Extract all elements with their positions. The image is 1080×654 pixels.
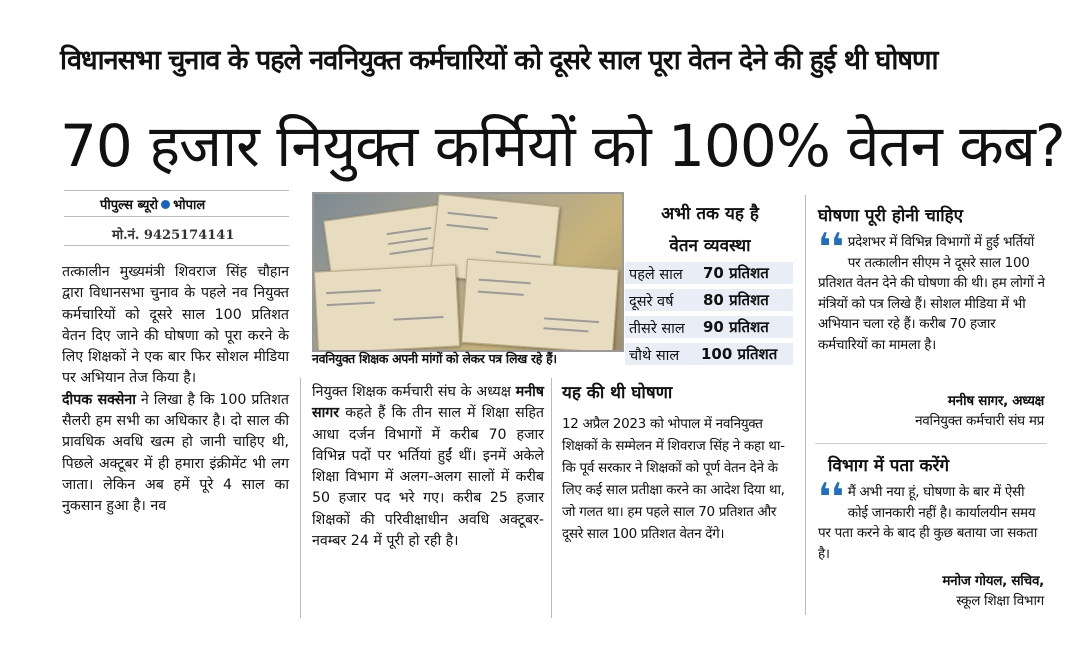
byline-agency: पीपुल्स ब्यूरो <box>100 198 159 213</box>
box2-quote-text: मैं अभी नया हूं, घोषणा के बार में ऐसी कोई जानकारी नहीं है। कार्यालयीन समय पर पता करने के बाद ही कुछ बताया जा सकता है। <box>818 484 1038 562</box>
box2-heading: विभाग में पता करेंगे <box>828 456 950 476</box>
box1-heading: घोषणा पूरी होनी चाहिए <box>818 206 964 226</box>
box1-signature-name: मनीष सागर, अध्यक्ष <box>947 393 1044 409</box>
kicker-headline: विधानसभा चुनाव के पहले नवनियुक्त कर्मचारियों को दूसरे साल पूरा वेतन देने की हुई थी घोषणा <box>60 45 938 76</box>
main-headline: 70 हजार नियुक्त कर्मियों को 100% वेतन कब? <box>60 112 1065 180</box>
byline-mid-rule <box>64 216 289 217</box>
column-divider-2 <box>551 378 552 618</box>
announcement-title: यह की थी घोषणा <box>562 383 673 403</box>
box-divider <box>815 443 1047 444</box>
salary-schedule-title-line-1: अभी तक यह है <box>661 204 759 224</box>
byline <box>100 195 205 213</box>
box2-signature <box>818 571 1044 611</box>
byline-city: भोपाल <box>173 198 206 213</box>
byline-phone: मो.नं. 9425174141 <box>112 228 235 243</box>
box2-signature-org: स्कूल शिक्षा विभाग <box>956 593 1044 609</box>
article-column-1 <box>62 262 289 518</box>
salary-row <box>625 343 793 365</box>
col2-text-start: नियुक्त शिक्षक कर्मचारी संघ के अध्यक्ष <box>312 384 516 400</box>
envelope-image <box>314 264 460 352</box>
salary-row-label: तीसरे साल <box>629 321 685 337</box>
announcement-box <box>562 380 798 545</box>
box1-signature-org: नवनियुक्त कर्मचारी संघ मप्र <box>915 413 1044 429</box>
announcement-text: 12 अप्रैल 2023 को भोपाल में नवनियुक्त शिक्षकों के सम्मेलन में शिवराज सिंह ने कहा था- कि पूर्व सरकार ने शिक्षकों को पूर्ण वेतन देने के लिए कई साल प्रतीक्षा करने का आदेश दिया था, जो गलत था। हम पहले साल 70 प्रतिशत और दूसरे साल 100 प्रतिशत वेतन देंगे। <box>562 416 785 542</box>
bullet-dot-icon <box>161 200 170 209</box>
col2-text-rest: कहते हैं कि तीन साल में शिक्षा सहित आधा दर्जन विभागों में करीब 70 हजार विभिन्न पदों पर भर्तियां हुईं थीं। इनमें अकेले शिक्षा विभाग में अलग-अलग सालों में करीब 50 हजार पद भरे गए। करीब 25 हजार शिक्षकों की परिवीक्षाधीन अवधि अक्टूबर-नवम्बर 24 में पूरी हो रही है। <box>312 405 544 550</box>
col2-name-manish: मनीष सागर <box>312 384 544 422</box>
salary-row-label: चौथे साल <box>629 348 680 364</box>
envelope-image <box>461 259 618 352</box>
article-column-2 <box>312 382 544 552</box>
box1-quote <box>818 225 1048 355</box>
salary-schedule-title-line-2: वेतन व्यवस्था <box>669 236 751 256</box>
column-divider-1 <box>300 378 301 618</box>
salary-row-value: 100 प्रतिशत <box>701 345 778 363</box>
box2-quote <box>818 475 1048 564</box>
salary-schedule-title <box>625 198 795 262</box>
byline-bottom-rule <box>64 245 289 246</box>
column-divider-3 <box>805 195 806 615</box>
quote-icon: ❛❛ <box>818 475 844 519</box>
photo-caption: नवनियुक्त शिक्षक अपनी मांगों को लेकर पत्र लिख रहे हैं। <box>312 351 557 366</box>
salary-row-label: दूसरे वर्ष <box>629 294 674 310</box>
byline-top-rule <box>64 190 289 191</box>
salary-row-value: 80 प्रतिशत <box>703 291 769 309</box>
box2-signature-name: मनोज गोयल, सचिव, <box>942 573 1044 589</box>
col1-paragraph-1: तत्कालीन मुख्यमंत्री शिवराज सिंह चौहान द्वारा विधानसभा चुनाव के पहले नव नियुक्त कर्मचारियों को दूसरे साल 100 प्रतिशत वेतन दिए जाने की घोषणा को पूरा करने के लिए शिक्षकों ने एक बार फिर सोशल मीडिया पर अभियान तेज किया है। <box>62 264 289 387</box>
salary-row <box>625 316 793 338</box>
quote-icon: ❛❛ <box>818 225 844 269</box>
salary-row-label: पहले साल <box>629 267 683 283</box>
box1-signature <box>818 391 1044 431</box>
col1-paragraph-2: ने लिखा है कि 100 प्रतिशत सैलरी हम सभी का अधिकार है। दो साल की प्रावधिक अवधि खत्म हो जानी चाहिए थी, पिछले अक्टूबर में ही हमारा इंक्रीमेंट भी लग जाता। लेकिन अब हमें पूरे 4 साल का नुकसान हुआ है। नव <box>62 391 289 515</box>
salary-row-value: 70 प्रतिशत <box>703 264 769 282</box>
salary-row <box>625 262 793 284</box>
letters-photo <box>312 192 624 352</box>
salary-row-value: 90 प्रतिशत <box>703 318 769 336</box>
col1-name-deepak: दीपक सक्सेना <box>62 391 136 408</box>
box1-quote-text: प्रदेशभर में विभिन्न विभागों में हुई भर्तियों पर तत्कालीन सीएम ने दूसरे साल 100 प्रतिशत वेतन देने की घोषणा की थी। हम लोगों ने मंत्रियों को पत्र लिखे हैं। सोशल मीडिया में भी अभियान चला रहे हैं। करीब 70 हजार कर्मचारियों का मामला है। <box>818 234 1045 353</box>
salary-row <box>625 289 793 311</box>
